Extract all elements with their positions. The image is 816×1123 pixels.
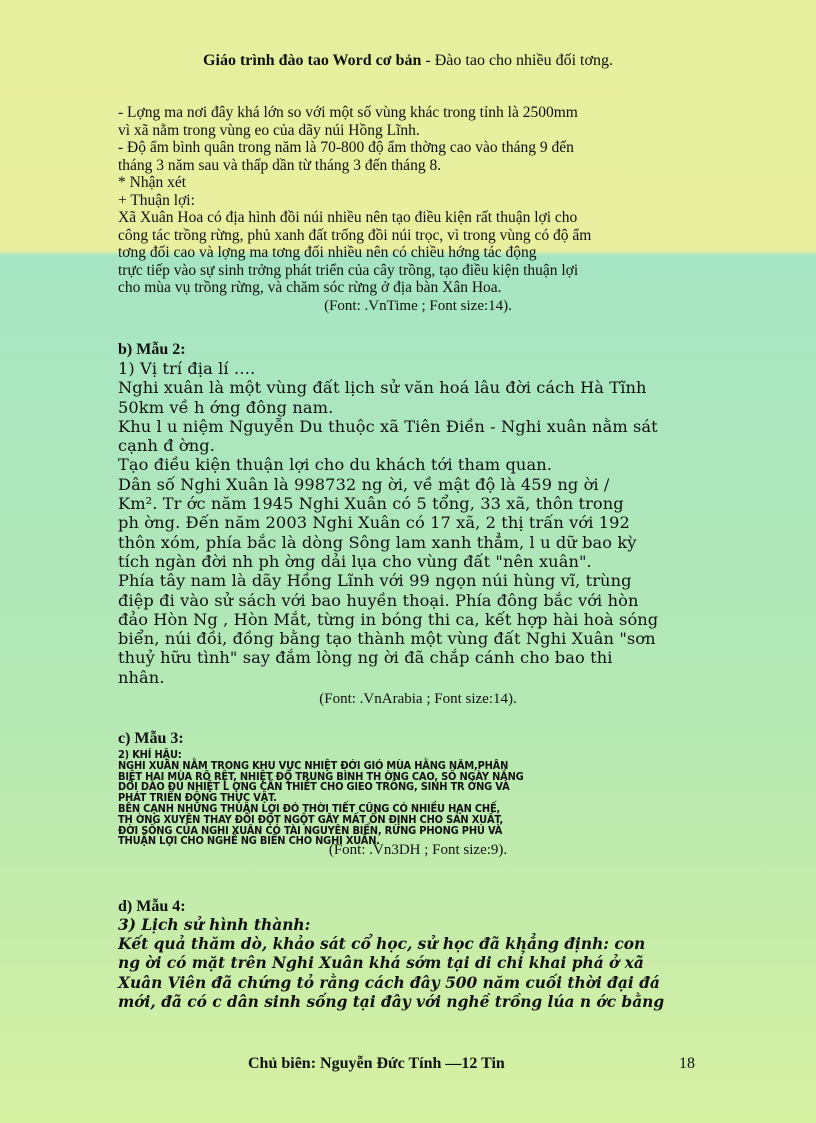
sample2-line: Khu l u niệm Nguyễn Du thuộc xã Tiên Điền - Nghi xuân nằm sát [118, 416, 658, 436]
intro-line: trực tiếp vào sự sinh trởng phát triển của cây trồng, tạo điều kiện thuận lợi [118, 261, 579, 279]
sample2-line: ph ờng. Đến năm 2003 Nghi Xuân có 17 xã, 2 thị trấn với 192 [118, 513, 630, 533]
sample2-line: Nghi xuân là một vùng đất lịch sử văn hoá lâu đời cách Hà Tĩnh [118, 378, 647, 398]
sample2-line: nhân. [118, 667, 165, 687]
intro-line: vì xã nằm trong vùng eo của dãy núi Hồng Lĩnh. [118, 121, 420, 139]
sample2-line: thôn xóm, phía bắc là dòng Sông lam xanh thẳm, l u dữ bao kỳ [118, 532, 637, 552]
sample2-line: tích ngàn đời nh ph ờng dải lụa cho vùng đất "nên xuân". [118, 551, 592, 571]
sample2-line: điệp đi vào sử sách với bao huyền thoại. Phía đông bắc với hòn [118, 590, 639, 610]
intro-line: tháng 3 năm sau và thấp dần từ tháng 3 đến tháng 8. [118, 156, 442, 174]
sample3-line: BIỆT HAI MÙA RÕ RỆT, NHIỆT ĐỘ TRUNG BÌNH TH ỜNG CAO, SỐ NGÀY NẮNG [118, 770, 524, 783]
sample4-line: 3) Lịch sử hình thành: [118, 916, 311, 934]
intro-font-note: (Font: .VnTime ; Font size:14). [324, 297, 512, 314]
sample2-line: Phía tây nam là dãy Hồng Lĩnh với 99 ngọn núi hùng vĩ, trùng [118, 571, 632, 591]
sample3-line: DỒI DÀO ĐỦ NHIỆT L ỢNG CẦN THIẾT CHO GIEO TRỒNG, SINH TR ỞNG VÀ [118, 781, 510, 794]
sample2-heading: b) Mẫu 2: [118, 341, 186, 358]
sample3-line: PHÁT TRIỂN ĐỘNG THỰC VẬT. [118, 792, 277, 805]
sample4-line: Xuân Viên đã chứng tỏ rằng cách đây 500 năm cuối thời đại đá [118, 973, 660, 992]
sample3-font-note: (Font: .Vn3DH ; Font size:9). [328, 842, 508, 859]
sample4-heading: d) Mẫu 4: [118, 898, 186, 915]
sample2-line: biển, núi đồi, đồng bằng tạo thành một vùng đất Nghi Xuân "sơn [118, 629, 656, 649]
sample4-line: mới, đã có c dân sinh sống tại đây với nghề trồng lúa n ớc bằng [118, 992, 665, 1011]
intro-section [118, 104, 718, 315]
footer-author: Chủ biên: Nguyễn Đức Tính —12 Tin [248, 1055, 505, 1072]
sample2-line: 1) Vị trí địa lí …. [118, 359, 256, 378]
intro-line: - Độ ẩm bình quân trong năm là 70-800 độ ẩm thờng cao vào tháng 9 đến [118, 139, 574, 156]
sample3-section [118, 730, 718, 859]
intro-line: cho mùa vụ trồng rừng, và chăm sóc rừng ở địa bàn Xân Hoa. [118, 279, 502, 296]
sample4-section [118, 898, 718, 1012]
sample4-line: Kết quả thăm dò, khảo sát cổ học, sử học đã khẳng định: con [118, 935, 646, 954]
sample2-section [118, 341, 718, 708]
sample2-line: Tạo điều kiện thuận lợi cho du khách tới tham quan. [118, 455, 552, 475]
header-title-rest: - Đào tao cho nhiều đối tơng. [421, 52, 613, 69]
page-number: 18 [679, 1055, 695, 1072]
intro-line: tơng đối cao và lợng ma tơng đối nhiều nên có chiều hớng tác động [118, 244, 537, 261]
intro-line: * Nhận xét [118, 174, 187, 191]
sample2-line: Km². Tr ớc năm 1945 Nghi Xuân có 5 tổng, 33 xã, thôn trong [118, 494, 624, 514]
sample3-line: TH ỜNG XUYÊN THAY ĐỔI ĐỘT NGỘT GÂY MẤT ỔN ĐỊNH CHO SẢN XUẤT, [118, 813, 504, 826]
sample3-line: NGHI XUÂN NẰM TRONG KHU VỰC NHIỆT ĐỚI GIÓ MÙA HẰNG NĂM,PHÂN [118, 759, 509, 772]
sample2-line: thuỷ hữu tình" say đắm lòng ng ời đã chắp cánh cho bao thi [118, 648, 613, 668]
sample2-font-note: (Font: .VnArabia ; Font size:14). [319, 691, 517, 708]
intro-line: - Lợng ma nơi đây khá lớn so với một số vùng khác trong tỉnh là 2500mm [118, 104, 578, 121]
intro-line: công tác trồng rừng, phủ xanh đất trống đồi núi trọc, vì trong vùng có độ ẩm [118, 226, 592, 244]
sample2-line: đảo Hòn Ng , Hòn Mắt, từng in bóng thi ca, kết hợp hài hoà sóng [118, 609, 659, 629]
intro-line: Xã Xuân Hoa có địa hình đồi núi nhiều nên tạo điều kiện rất thuận lợi cho [118, 209, 578, 226]
header-title-bold: Giáo trình đào tao Word cơ bản [203, 52, 422, 69]
intro-line: + Thuận lợi: [118, 191, 195, 209]
page-header [0, 52, 816, 70]
sample3-line: BÊN CẠNH NHỮNG THUẬN LỢI ĐÓ THỜI TIẾT CŨNG CÓ NHIỀU HẠN CHẾ, [118, 802, 501, 815]
sample4-line: ng ời có mặt trên Nghi Xuân khá sớm tại di chỉ khai phá ở xã [118, 954, 644, 973]
sample3-heading: c) Mẫu 3: [118, 730, 184, 747]
sample2-line: cạnh đ ờng. [118, 436, 215, 456]
sample3-line: 2) KHÍ HẬU: [118, 749, 182, 761]
sample3-line: THUẬN LỢI CHO NGHỀ NG BIỂN CHO NGHI XUÂN. [118, 835, 380, 848]
sample2-line: 50km về h ớng đông nam. [118, 397, 334, 417]
sample2-line: Dân số Nghi Xuân là 998732 ng ời, về mật độ là 459 ng ời / [118, 474, 610, 494]
sample3-line: ĐỜI SỐNG CỦA NGHI XUÂN CÓ TÀI NGUYÊN BIỂN, RỪNG PHONG PHÚ VÀ [118, 824, 503, 837]
